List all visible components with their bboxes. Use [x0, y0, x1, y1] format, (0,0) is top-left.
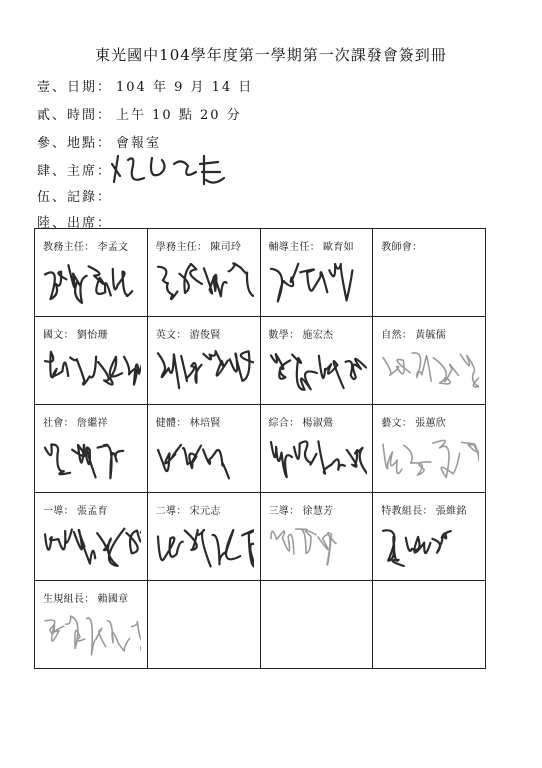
attendance-cell	[260, 581, 373, 669]
handwritten-signature	[379, 343, 479, 399]
cell-name: 張孟育	[76, 506, 108, 517]
cell-name: 宋元志	[189, 506, 221, 517]
attendance-cell	[147, 405, 260, 493]
table-row	[35, 229, 486, 317]
cell-label: 數學： 施宏杰	[268, 330, 334, 341]
cell-name: 林培賢	[189, 418, 221, 429]
cell-label: 二導： 宋元志	[155, 506, 221, 517]
info-label: 參、地點：	[37, 136, 113, 151]
cell-role: 數學	[268, 330, 290, 341]
attendance-cell	[373, 405, 486, 493]
cell-label: 自然： 黃毓儒	[381, 330, 447, 341]
info-value: 會報室	[116, 136, 162, 151]
attendance-cell	[373, 493, 486, 581]
info-time	[37, 104, 242, 123]
attendance-cell	[35, 405, 148, 493]
attendance-cell	[373, 317, 486, 405]
cell-role: 特教組長	[381, 506, 423, 517]
handwritten-signature	[379, 431, 479, 487]
handwritten-signature	[41, 519, 141, 575]
cell-role: 藝文	[381, 418, 402, 429]
cell-role: 生規組長	[43, 594, 85, 605]
cell-label: 英文： 游俊賢	[155, 330, 221, 341]
cell-label: 輔導主任： 歐育如	[268, 242, 354, 253]
info-recorder	[37, 186, 116, 205]
attendance-cell	[35, 493, 148, 581]
table-row	[35, 317, 486, 405]
cell-role: 綜合	[268, 418, 290, 429]
cell-name: 楊淑鶯	[302, 418, 334, 429]
handwritten-signature	[41, 255, 141, 311]
info-chair	[37, 160, 116, 179]
attendance-cell	[147, 581, 260, 669]
cell-label: 教師會：	[381, 242, 423, 253]
cell-name: 陳司玲	[210, 242, 242, 253]
cell-label: 一導： 張孟育	[43, 506, 108, 517]
handwritten-signature	[379, 519, 479, 575]
info-label: 肆、主席：	[37, 164, 113, 179]
table-row	[35, 581, 486, 669]
attendance-table	[34, 228, 486, 669]
handwritten-signature	[41, 607, 141, 663]
cell-role: 三導	[268, 506, 290, 517]
attendance-cell	[260, 317, 373, 405]
attendance-cell	[260, 493, 373, 581]
handwritten-signature	[154, 431, 254, 487]
attendance-cell	[260, 405, 373, 493]
cell-role: 教師會	[381, 242, 413, 253]
cell-role: 健體	[155, 418, 177, 429]
attendance-cell	[147, 229, 260, 317]
handwritten-signature	[154, 255, 254, 311]
cell-role: 自然	[381, 330, 402, 341]
cell-name: 施宏杰	[302, 330, 334, 341]
cell-label: 特教組長： 張維銘	[381, 506, 467, 517]
cell-label: 教務主任： 李孟文	[43, 242, 129, 253]
info-value: 104 年 9 月 14 日	[116, 80, 254, 95]
info-label: 貳、時間：	[37, 108, 113, 123]
cell-name: 歐育如	[323, 242, 354, 253]
cell-name: 劉怡珊	[76, 330, 108, 341]
attendance-cell	[373, 581, 486, 669]
attendance-cell	[35, 317, 148, 405]
handwritten-signature	[41, 431, 141, 487]
attendance-cell	[373, 229, 486, 317]
attendance-cell	[147, 493, 260, 581]
cell-name: 徐慧芳	[302, 506, 334, 517]
handwritten-signature	[267, 255, 367, 311]
handwritten-signature	[267, 519, 367, 575]
cell-role: 輔導主任	[268, 242, 310, 253]
cell-role: 英文	[155, 330, 177, 341]
cell-name: 游俊賢	[189, 330, 221, 341]
handwritten-signature	[154, 519, 254, 575]
cell-name: 賴國章	[97, 594, 129, 605]
cell-role: 社會	[43, 418, 64, 429]
handwritten-signature	[267, 431, 367, 487]
cell-label: 綜合： 楊淑鶯	[268, 418, 334, 429]
info-location	[37, 132, 161, 151]
cell-role: 國文	[43, 330, 64, 341]
handwritten-signature	[267, 343, 367, 399]
attendance-cell	[35, 581, 148, 669]
info-label: 陸、出席：	[37, 216, 113, 231]
cell-role: 二導	[155, 506, 177, 517]
handwritten-signature	[41, 343, 141, 399]
cell-name: 張蕙欣	[415, 418, 447, 429]
attendance-cell	[260, 229, 373, 317]
info-value: 上午 10 點 20 分	[116, 108, 242, 123]
cell-name: 詹繼祥	[76, 418, 108, 429]
chair-signature	[108, 150, 238, 190]
cell-role: 教務主任	[43, 242, 85, 253]
cell-label: 藝文： 張蕙欣	[381, 418, 447, 429]
cell-role: 學務主任	[155, 242, 197, 253]
cell-label: 國文： 劉怡珊	[43, 330, 108, 341]
cell-name: 黃毓儒	[415, 330, 447, 341]
attendance-cell	[35, 229, 148, 317]
info-label: 壹、日期：	[37, 80, 113, 95]
attendance-cell	[147, 317, 260, 405]
cell-name: 李孟文	[97, 242, 129, 253]
info-label: 伍、記錄：	[37, 190, 113, 205]
page-title: 東光國中104學年度第一學期第一次課發會簽到冊	[95, 46, 447, 64]
table-row	[35, 405, 486, 493]
handwritten-signature	[154, 343, 254, 399]
cell-name: 張維銘	[435, 506, 467, 517]
cell-role: 一導	[43, 506, 64, 517]
cell-label: 生規組長： 賴國章	[43, 594, 129, 605]
table-row	[35, 493, 486, 581]
cell-label: 健體： 林培賢	[155, 418, 221, 429]
info-date	[37, 76, 253, 95]
cell-label: 社會： 詹繼祥	[43, 418, 108, 429]
cell-label: 學務主任： 陳司玲	[155, 242, 242, 253]
cell-label: 三導： 徐慧芳	[268, 506, 334, 517]
